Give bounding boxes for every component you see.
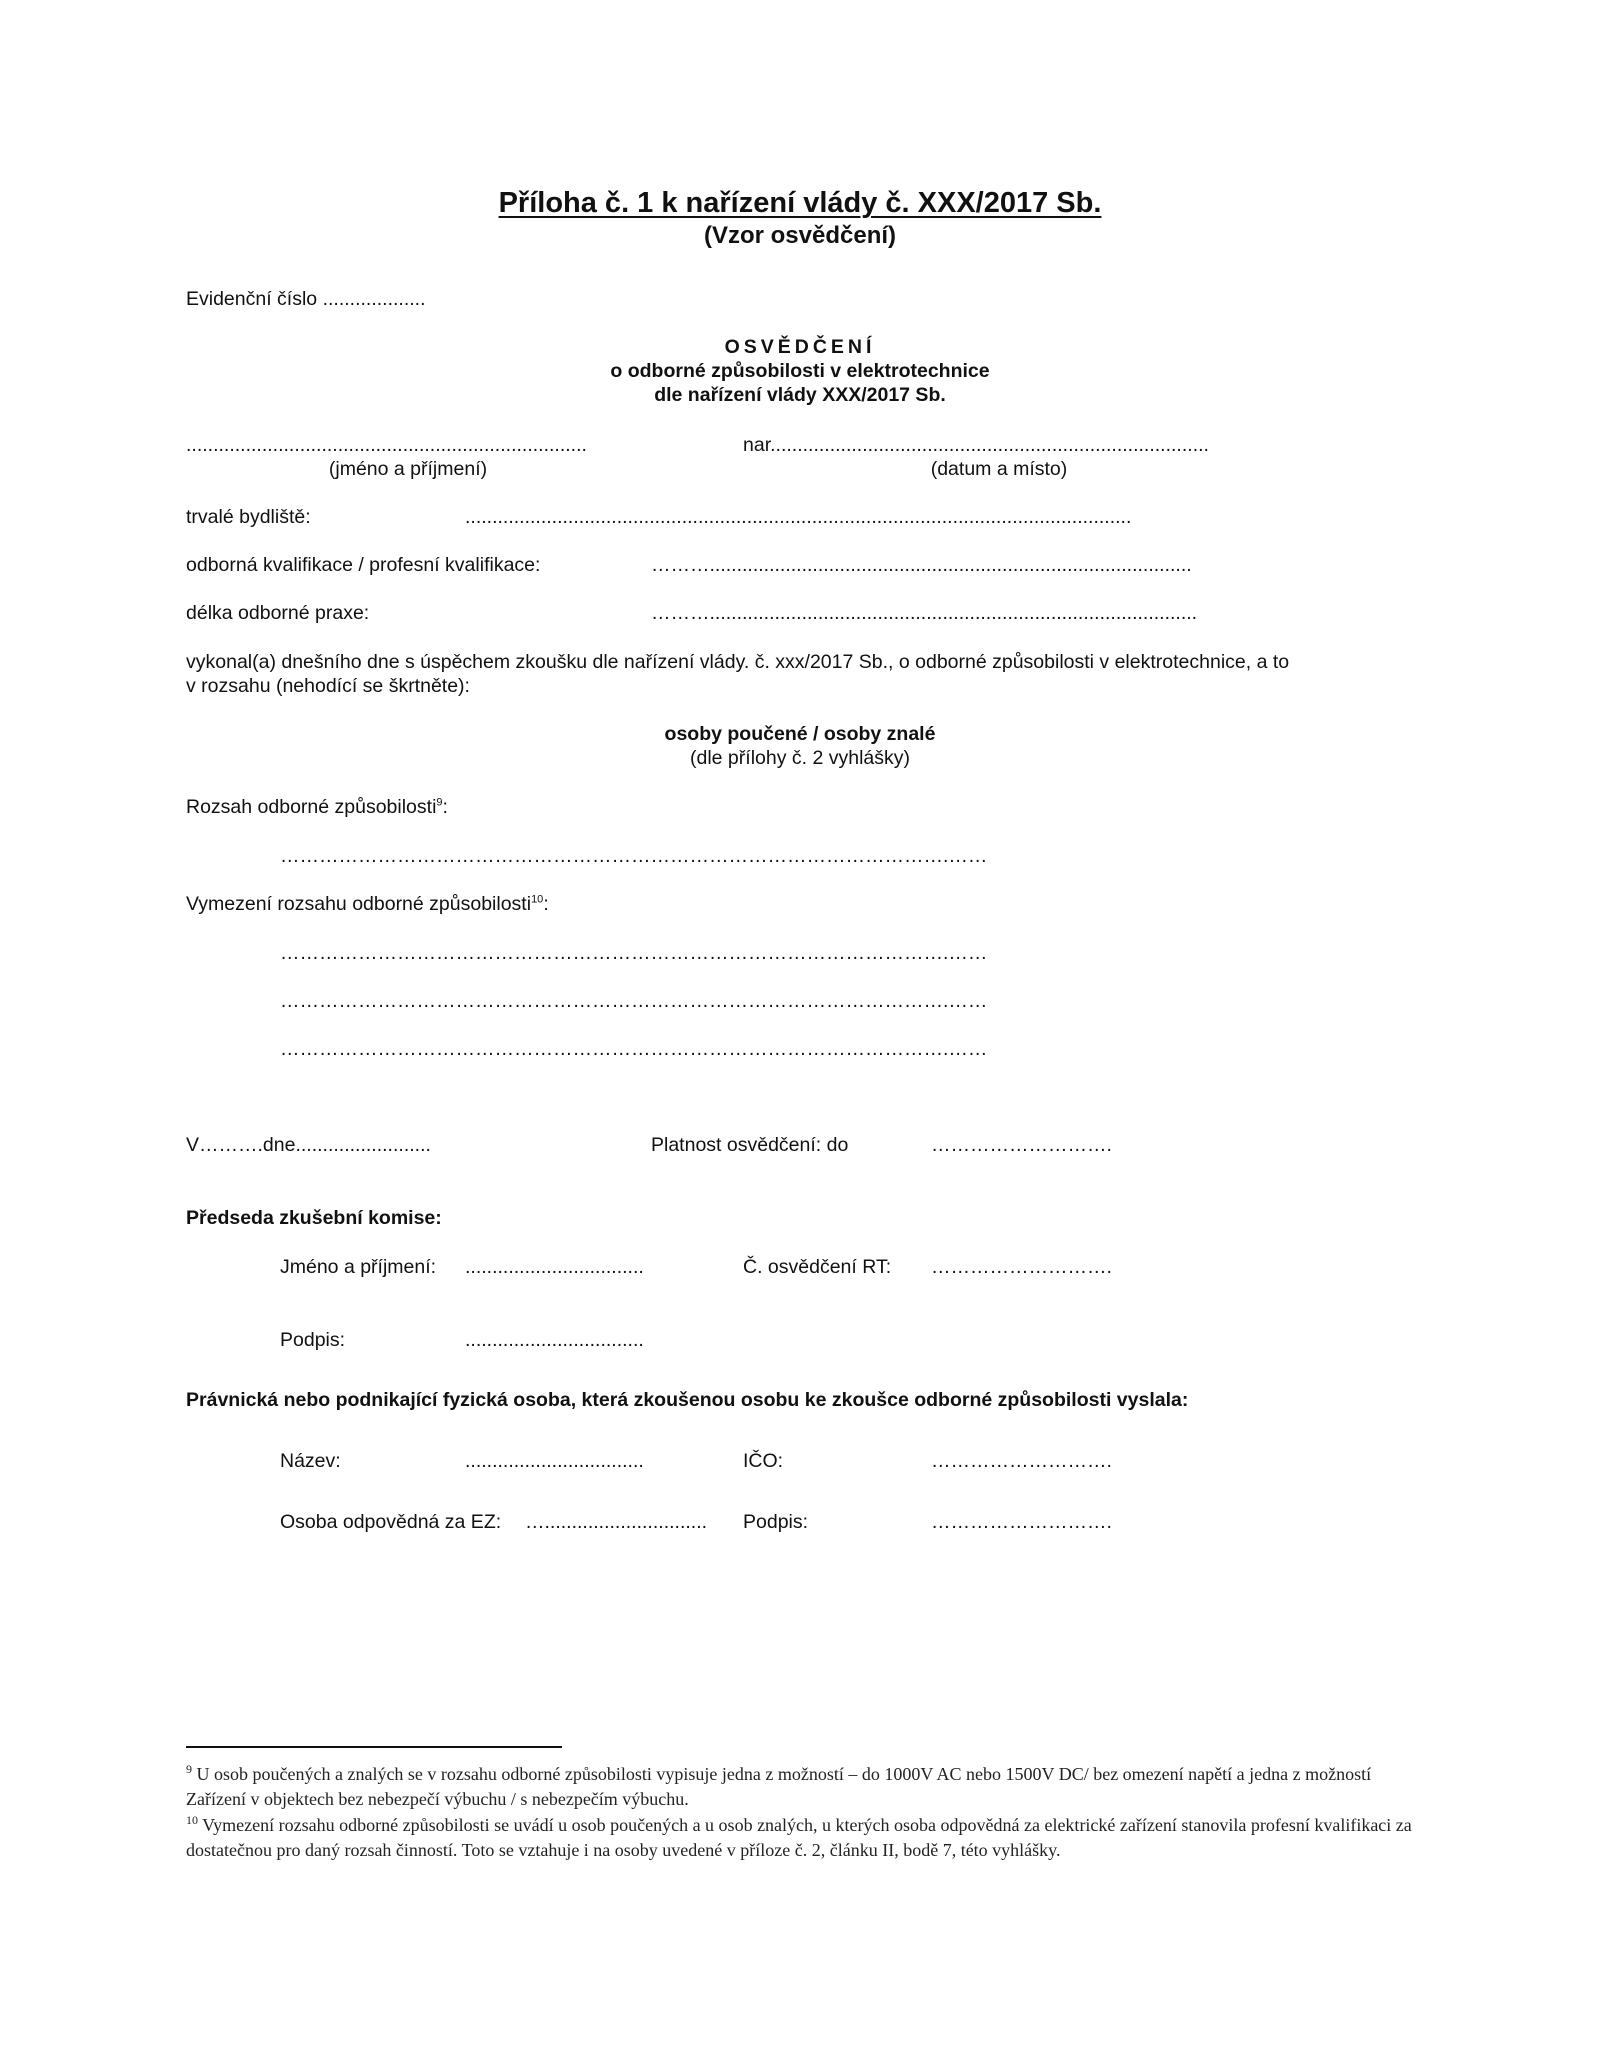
- footnote-ref-9: 9: [436, 796, 443, 809]
- sender-ico-label: IČO:: [743, 1450, 784, 1472]
- validity-field[interactable]: ……………………….: [931, 1134, 1112, 1156]
- commission-cert-label: Č. osvědčení RT:: [743, 1256, 892, 1278]
- scope-field[interactable]: ………………………………………………………………………………………….……: [280, 845, 988, 867]
- commission-name-label: Jméno a příjmení:: [280, 1256, 437, 1278]
- sender-sign-field[interactable]: ……………………….: [931, 1511, 1112, 1533]
- certificate-heading: OSVĚDČENÍ: [724, 336, 876, 358]
- name-field[interactable]: ..........................................................................: [186, 434, 587, 456]
- birth-field[interactable]: nar.................................................................................: [743, 434, 1209, 456]
- commission-cert-field[interactable]: ……………………….: [931, 1256, 1112, 1278]
- qualification-label: odborná kvalifikace / profesní kvalifikace:: [186, 554, 541, 576]
- footnote-9-mark: 9: [186, 1762, 192, 1776]
- persons-type[interactable]: osoby poučené / osoby znalé: [664, 723, 936, 745]
- certificate-line1: o odborné způsobilosti v elektrotechnice: [610, 360, 990, 382]
- sender-responsible-field[interactable]: …..............................: [525, 1511, 708, 1533]
- persons-type-note: (dle přílohy č. 2 vyhlášky): [690, 747, 910, 769]
- sender-responsible-label: Osoba odpovědná za EZ:: [280, 1511, 502, 1533]
- qualification-field[interactable]: ……….........................................................................................: [651, 554, 1192, 576]
- footnote-10-text: Vymezení rozsahu odborné způsobilosti se uvádí u osob poučených a u osob znalých, u kterých osoba odpovědná za elektrické zařízení stanovila profesní kvalifikaci za dostatečnou pro daný rozsah činností. Toto se vztahuje i na osoby uvedené v příloze č. 2, článku II, bodě 7, této vyhlášky.: [186, 1815, 1412, 1860]
- scope-definition-field-1[interactable]: ………………………………………………………………………………………….……: [280, 942, 988, 964]
- residence-label: trvalé bydliště:: [186, 506, 311, 528]
- sender-name-label: Název:: [280, 1450, 341, 1472]
- commission-sign-field[interactable]: .................................: [465, 1329, 644, 1351]
- name-caption: (jméno a příjmení): [328, 458, 488, 480]
- footnote-10: [186, 1813, 1426, 1863]
- footnote-9: [186, 1762, 1426, 1812]
- scope-definition-label: Vymezení rozsahu odborné způsobilosti$^{10}$:: [186, 893, 549, 915]
- sender-name-field[interactable]: .................................: [465, 1450, 644, 1472]
- practice-label: délka odborné praxe:: [186, 602, 370, 624]
- scope-definition-field-2[interactable]: ………………………………………………………………………………………….……: [280, 990, 988, 1012]
- evidence-number: Evidenční číslo ...................: [186, 288, 426, 310]
- statement-line1: vykonal(a) dnešního dne s úspěchem zkoušku dle nařízení vlády. č. xxx/2017 Sb., o odborné způsobilosti v elektrotechnice, a to: [186, 651, 1290, 673]
- footnote-10-mark: 10: [186, 1813, 198, 1827]
- sender-ico-field[interactable]: ……………………….: [931, 1450, 1112, 1472]
- commission-sign-label: Podpis:: [280, 1329, 346, 1351]
- footnote-9-text: U osob poučených a znalých se v rozsahu odborné způsobilosti vypisuje jedna z možností – do 1000V AC nebo 1500V DC/ bez omezení napětí a jedna z možností Zařízení v objektech bez nebezpečí výbuchu / s nebezpečím výbuchu.: [186, 1764, 1372, 1809]
- statement-line2: v rozsahu (nehodící se škrtněte):: [186, 675, 470, 697]
- commission-name-field[interactable]: .................................: [465, 1256, 644, 1278]
- certificate-line2: dle nařízení vlády XXX/2017 Sb.: [654, 384, 946, 406]
- birth-caption: (datum a místo): [930, 458, 1068, 480]
- practice-field[interactable]: ………..........................................................................................: [651, 602, 1198, 624]
- footnote-divider: [186, 1746, 562, 1748]
- page-title: Příloha č. 1 k nařízení vlády č. XXX/2017 Sb.: [498, 187, 1102, 219]
- sender-sign-label: Podpis:: [743, 1511, 809, 1533]
- page-subtitle: (Vzor osvědčení): [703, 222, 897, 249]
- commission-heading: Předseda zkušební komise:: [186, 1207, 442, 1229]
- scope-definition-field-3[interactable]: ………………………………………………………………………………………….……: [280, 1038, 988, 1060]
- residence-field[interactable]: ...........................................................................................................................: [465, 506, 1132, 528]
- validity-label: Platnost osvědčení: do: [651, 1134, 849, 1156]
- date-place-field[interactable]: V……….dne.........................: [186, 1134, 431, 1156]
- sender-heading: Právnická nebo podnikající fyzická osoba, která zkoušenou osobu ke zkoušce odborné způsobilosti vyslala:: [186, 1389, 1189, 1411]
- footnote-ref-10: 10: [531, 893, 544, 906]
- scope-label: Rozsah odborné způsobilosti$^9$:: [186, 796, 448, 818]
